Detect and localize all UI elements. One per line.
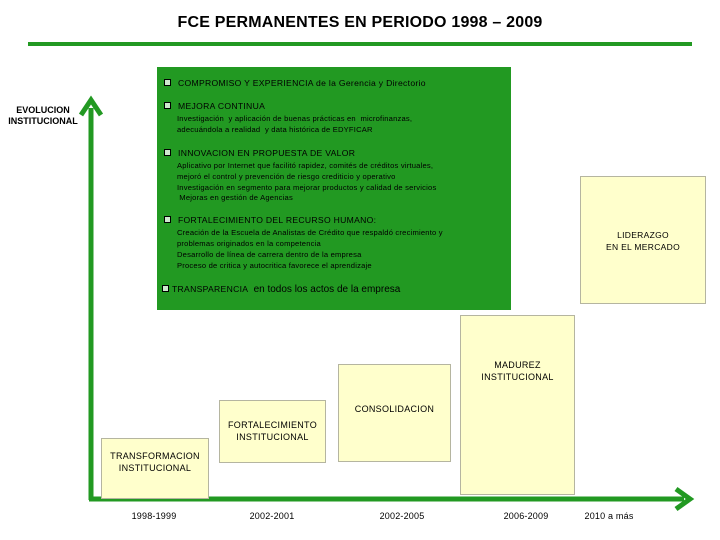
panel-item-commitment: COMPROMISO Y EXPERIENCIA de la Gerencia y Directorio xyxy=(164,78,426,88)
panel-detail: Investigación y aplicación de buenas prácticas en microfinanzas, xyxy=(177,114,413,123)
bullet-box-icon xyxy=(164,216,171,223)
bullet-box-icon xyxy=(162,285,169,292)
panel-item-transparency: TRANSPARENCIA en todos los actos de la empresa xyxy=(162,284,400,295)
bullet-box-icon xyxy=(164,149,171,156)
x-label: 2002-2001 xyxy=(249,511,295,521)
panel-item-continuous-improvement: MEJORA CONTINUA xyxy=(164,101,265,111)
y-axis-label: EVOLUCION INSTITUCIONAL xyxy=(8,105,78,126)
panel-detail: mejoró el control y prevención de riesgo crediticio y operativo xyxy=(177,172,396,181)
panel-detail: Mejoras en gestión de Agencias xyxy=(177,193,293,202)
stage-transformacion: TRANSFORMACION INSTITUCIONAL xyxy=(101,438,209,499)
panel-detail: problemas originados en la competencia xyxy=(177,239,321,248)
stage-consolidacion: CONSOLIDACION xyxy=(338,364,451,462)
stage-madurez: MADUREZ INSTITUCIONAL xyxy=(460,315,575,495)
panel-item-human-resources: FORTALECIMIENTO DEL RECURSO HUMANO: xyxy=(164,215,376,225)
bullet-box-icon xyxy=(164,79,171,86)
page-title: FCE PERMANENTES EN PERIODO 1998 – 2009 xyxy=(177,14,543,31)
panel-detail: adecuándola a realidad y data histórica de EDYFICAR xyxy=(177,125,373,134)
panel-detail: Proceso de critica y autocritica favorece el aprendizaje xyxy=(177,261,372,270)
x-label: 1998-1999 xyxy=(131,511,177,521)
bullet-box-icon xyxy=(164,102,171,109)
panel-detail: Aplicativo por Internet que facilitó rapidez, comités de créditos virtuales, xyxy=(177,161,434,170)
x-label: 2010 a más xyxy=(584,511,634,521)
stage-liderazgo: LIDERAZGO EN EL MERCADO xyxy=(580,176,706,304)
x-label: 2006-2009 xyxy=(503,511,549,521)
panel-detail: Investigación en segmento para mejorar productos y calidad de servicios xyxy=(177,183,437,192)
panel-item-innovation: INNOVACION EN PROPUESTA DE VALOR xyxy=(164,148,355,158)
panel-detail: Desarrollo de línea de carrera dentro de la empresa xyxy=(177,250,362,259)
panel-detail: Creación de la Escuela de Analistas de Crédito que respaldó crecimiento y xyxy=(177,228,443,237)
x-label: 2002-2005 xyxy=(379,511,425,521)
stage-fortalecimiento: FORTALECIMIENTO INSTITUCIONAL xyxy=(219,400,326,463)
